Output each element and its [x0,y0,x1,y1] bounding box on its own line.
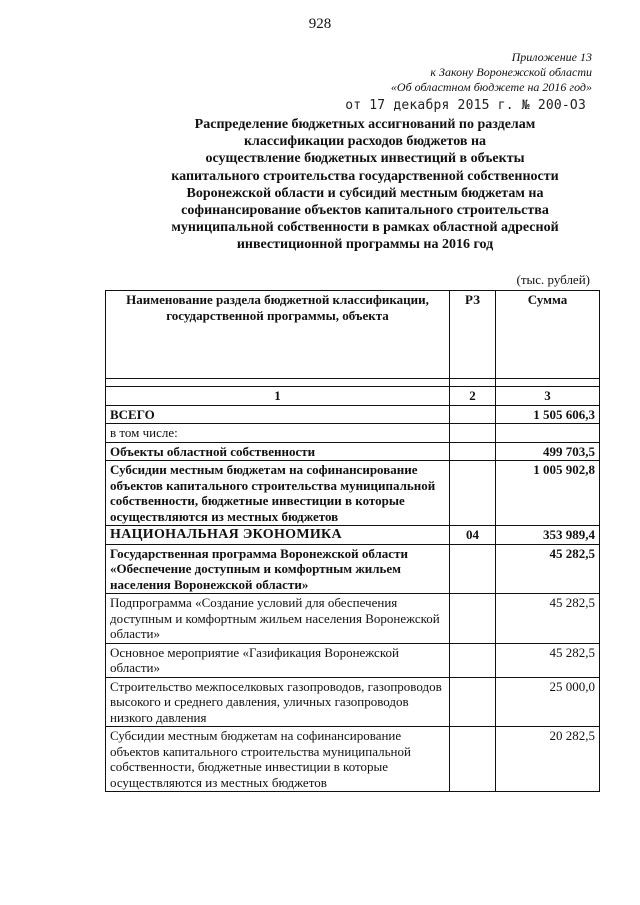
table-row [106,405,600,424]
row-rz: 04 [450,526,496,545]
row-rz [450,544,496,594]
row-sum: 25 000,0 [496,677,600,727]
table-row [106,442,600,461]
table-row [106,526,600,545]
table-row [106,594,600,644]
row-name: Подпрограмма «Создание условий для обеспечения доступным и комфортным жильем населения Воронежской области» [106,594,450,644]
title-line: осуществление бюджетных инвестиций в объекты [205,151,525,167]
budget-table [105,290,600,792]
row-name: Субсидии местным бюджетам на софинансирование объектов капитального строительства муниципальной собственности, бюджетные инвестиции в которые осуществляются из местных бюджетов [106,727,450,792]
row-sum [496,424,600,443]
row-name: Строительство межпоселковых газопроводов, газопроводов высокого и среднего давления, уличных газопроводов низкого давления [106,677,450,727]
column-number-row [106,387,600,406]
row-name: НАЦИОНАЛЬНАЯ ЭКОНОМИКА [106,526,450,545]
row-name: в том числе: [106,424,450,443]
table-row [106,424,600,443]
header-sum: Сумма [496,291,600,379]
row-sum: 45 282,5 [496,594,600,644]
col-number: 3 [496,387,600,406]
row-sum: 45 282,5 [496,643,600,677]
table-row [106,677,600,727]
row-sum: 499 703,5 [496,442,600,461]
date-number-stamp: от 17 декабря 2015 г. № 200-ОЗ [345,98,586,113]
title-line: Распределение бюджетных ассигнований по разделам [194,117,536,132]
row-rz [450,677,496,727]
row-sum: 1 505 606,3 [496,405,600,424]
appendix-note [391,50,592,95]
row-sum: 20 282,5 [496,727,600,792]
header-rz: РЗ [450,291,496,379]
col-number: 1 [106,387,450,406]
unit-label: (тыс. рублей) [516,272,590,287]
row-rz [450,643,496,677]
row-sum: 45 282,5 [496,544,600,594]
table-row [106,461,600,526]
row-rz [450,594,496,644]
document-title [150,116,580,254]
appendix-line-1: Приложение 13 [511,50,592,64]
row-sum: 1 005 902,8 [496,461,600,526]
header-name: Наименование раздела бюджетной классификации, государственной программы, объекта [106,291,450,379]
title-line: классификации расходов бюджетов на [243,134,487,150]
title-line: инвестиционной программы на 2016 год [236,237,494,253]
row-name: Субсидии местным бюджетам на софинансирование объектов капитального строительства муниципальной собственности, бюджетные инвестиции в которые осуществляются из местных бюджетов [106,461,450,526]
row-rz [450,442,496,461]
title-line: капитального строительства государственной собственности [171,168,559,184]
title-line: муниципальной собственности в рамках областной адресной [171,220,559,236]
row-name: Государственная программа Воронежской области «Обеспечение доступным и комфортным жильем населения Воронежской области» [106,544,450,594]
row-name: Объекты областной собственности [106,442,450,461]
row-sum: 353 989,4 [496,526,600,545]
row-rz [450,424,496,443]
table-row [106,727,600,792]
table-header-row [106,291,600,379]
header-spacer [106,379,600,387]
title-line: Воронежской области и субсидий местным бюджетам на [186,185,544,201]
appendix-line-3: «Об областном бюджете на 2016 год» [390,80,592,94]
row-rz [450,727,496,792]
col-number: 2 [450,387,496,406]
row-rz [450,461,496,526]
table-row [106,643,600,677]
appendix-line-2: к Закону Воронежской области [430,65,592,79]
table-row [106,544,600,594]
row-rz [450,405,496,424]
page-number: 928 [308,16,332,32]
row-name: Основное мероприятие «Газификация Воронежской области» [106,643,450,677]
title-line: софинансирование объектов капитального строительства [181,203,549,219]
row-name: ВСЕГО [106,405,450,424]
